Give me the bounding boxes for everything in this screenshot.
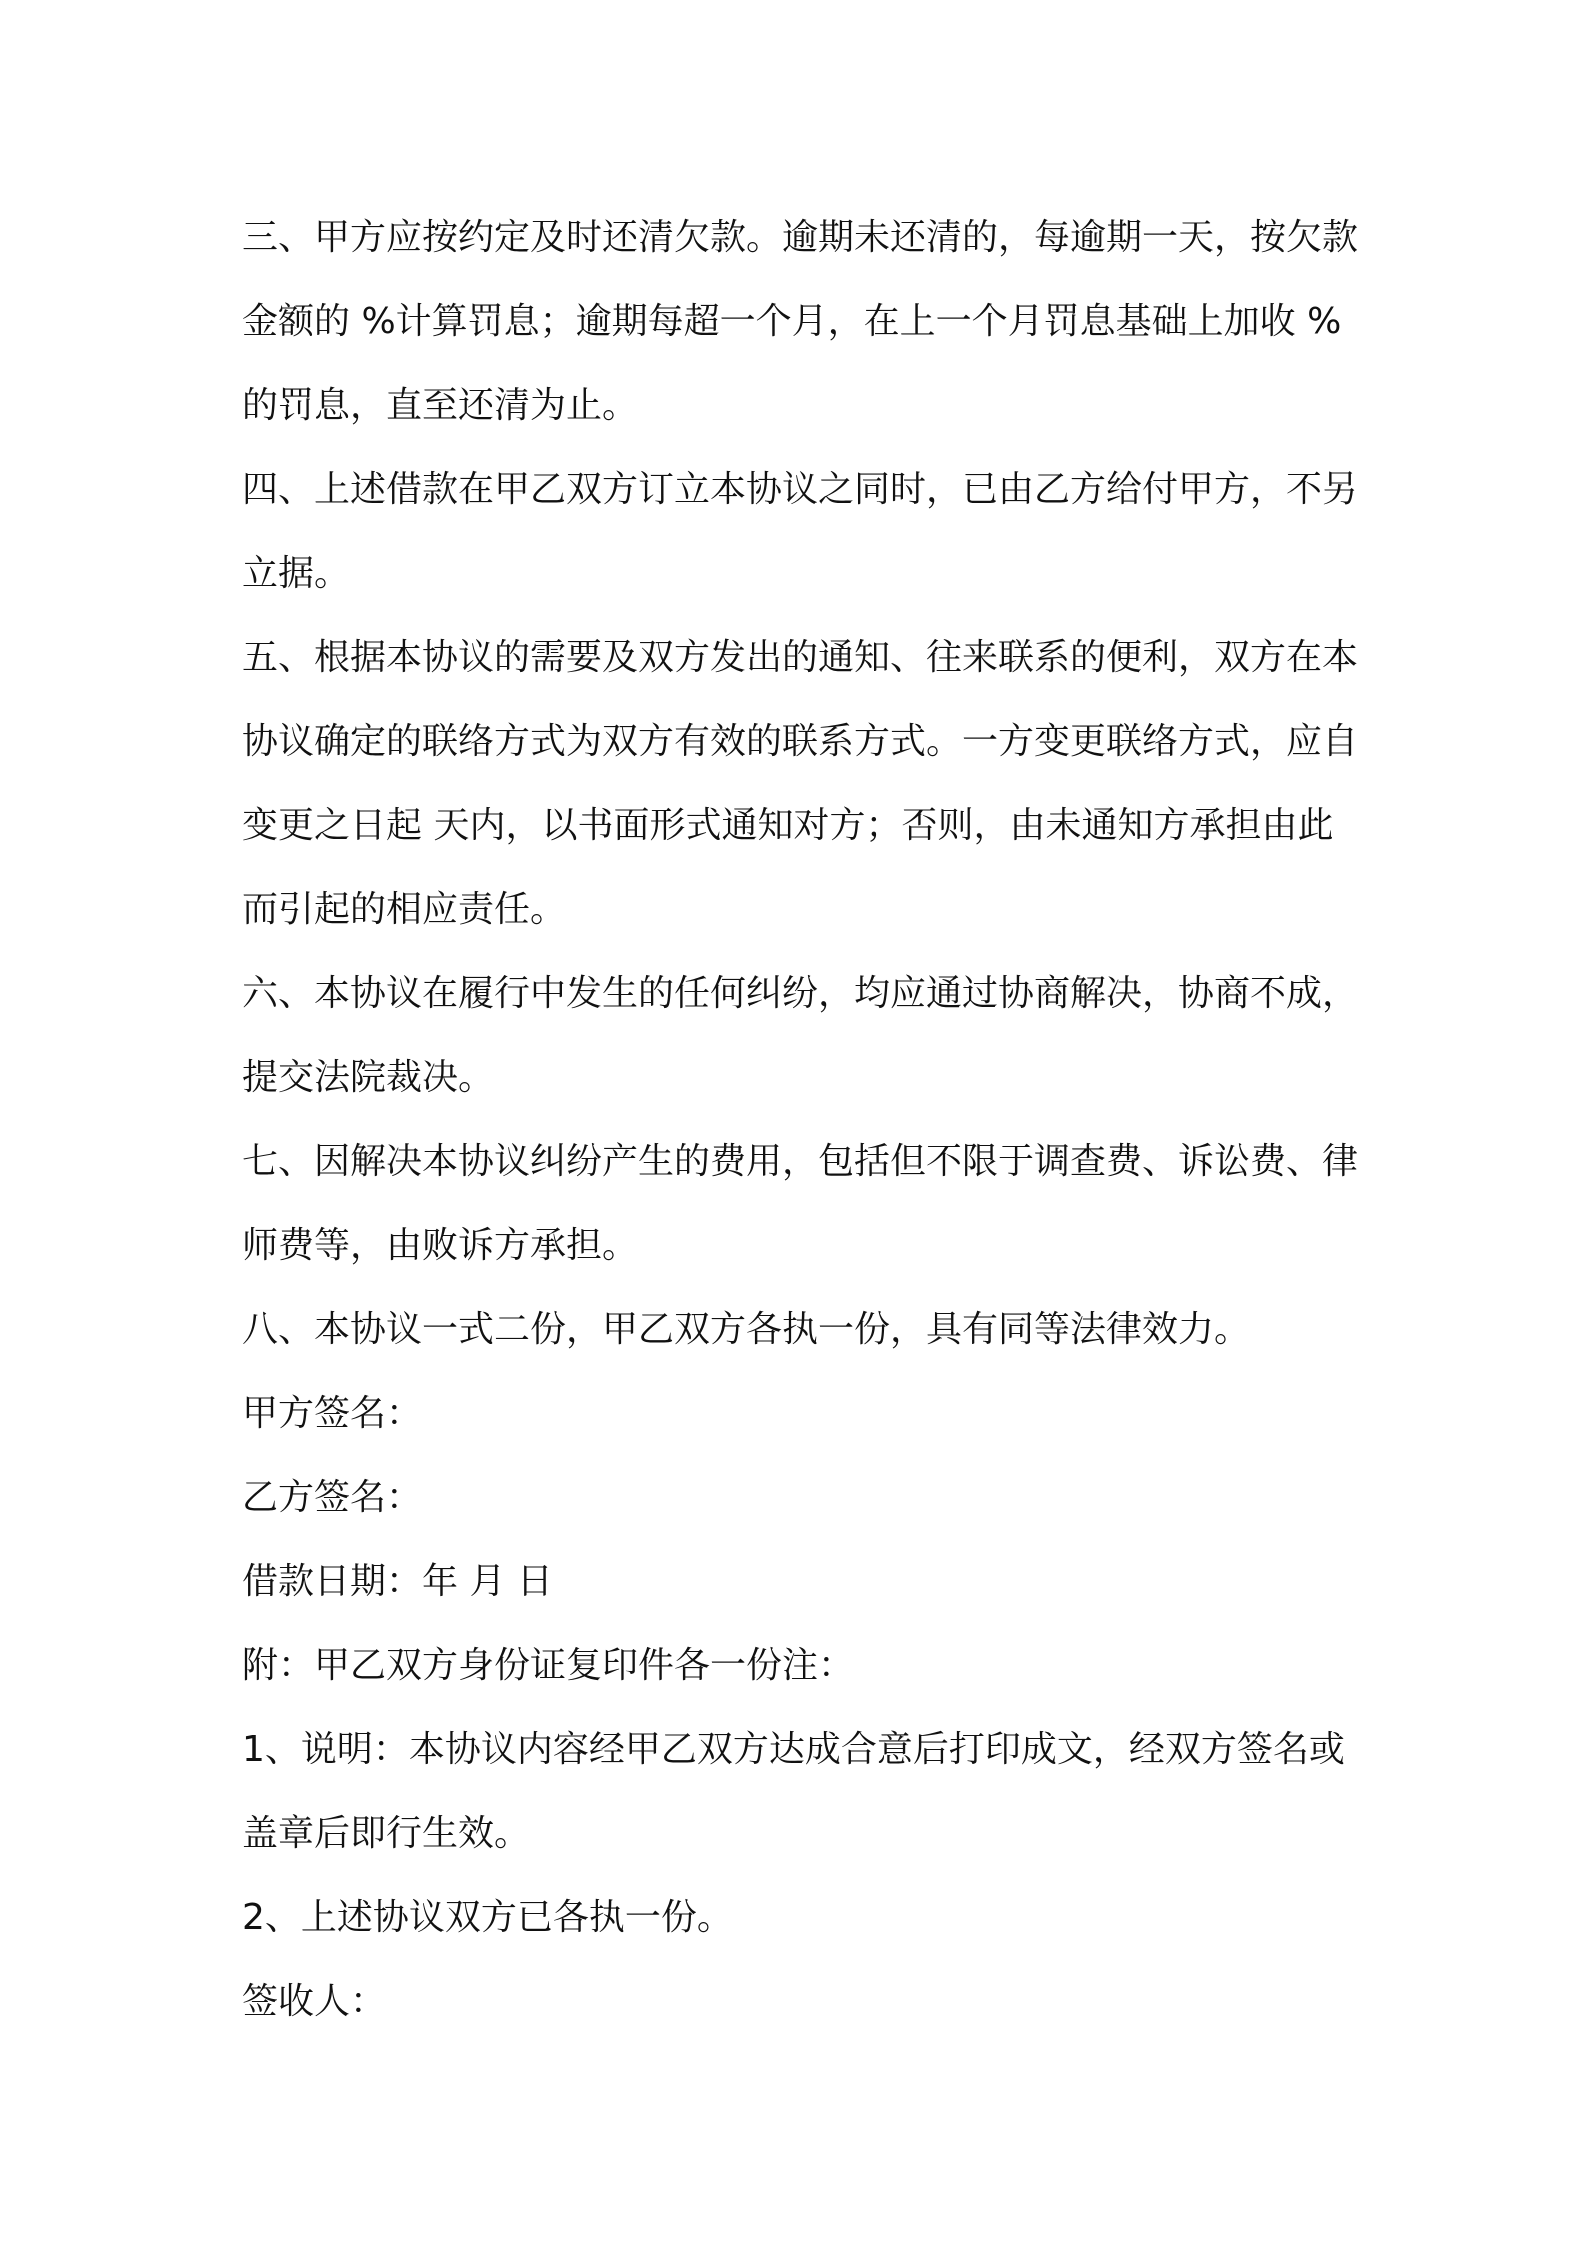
attachment-note: 附：甲乙双方身份证复印件各一份注： xyxy=(242,1645,855,1686)
loan-date-label: 借款日期：年 月 日 xyxy=(242,1561,553,1602)
clause-7-costs: 七、因解决本协议纠纷产生的费用，包括但不限于调查费、诉讼费、律师费等，由败诉方承担。 xyxy=(242,1141,1359,1266)
clause-6-disputes: 六、本协议在履行中发生的任何纠纷，均应通过协商解决，协商不成，提交法院裁决。 xyxy=(242,973,1359,1098)
note-1-effectiveness: 1、说明：本协议内容经甲乙双方达成合意后打印成文，经双方签名或盖章后即行生效。 xyxy=(242,1729,1345,1854)
party-b-signature-label: 乙方签名： xyxy=(242,1477,423,1518)
clause-5-contact-info: 五、根据本协议的需要及双方发出的通知、往来联系的便利，双方在本协议确定的联络方式为双方有效的联系方式。一方变更联络方式，应自变更之日起 天内，以书面形式通知对方；否则，由未通知方承担由此而引起的相应责任。 xyxy=(242,637,1359,930)
receiver-signature-label: 签收人： xyxy=(242,1981,387,2022)
clause-3-late-payment: 三、甲方应按约定及时还清欠款。逾期未还清的，每逾期一天，按欠款金额的 %计算罚息；逾期每超一个月，在上一个月罚息基础上加收 %的罚息，直至还清为止。 xyxy=(242,217,1359,426)
clause-4-payment-delivered: 四、上述借款在甲乙双方订立本协议之同时，已由乙方给付甲方，不另立据。 xyxy=(242,469,1359,594)
note-2-copies-held: 2、上述协议双方已各执一份。 xyxy=(242,1897,733,1938)
clause-8-copies: 八、本协议一式二份，甲乙双方各执一份，具有同等法律效力。 xyxy=(242,1309,1251,1350)
document-body xyxy=(242,196,1362,2044)
party-a-signature-label: 甲方签名： xyxy=(242,1393,423,1434)
